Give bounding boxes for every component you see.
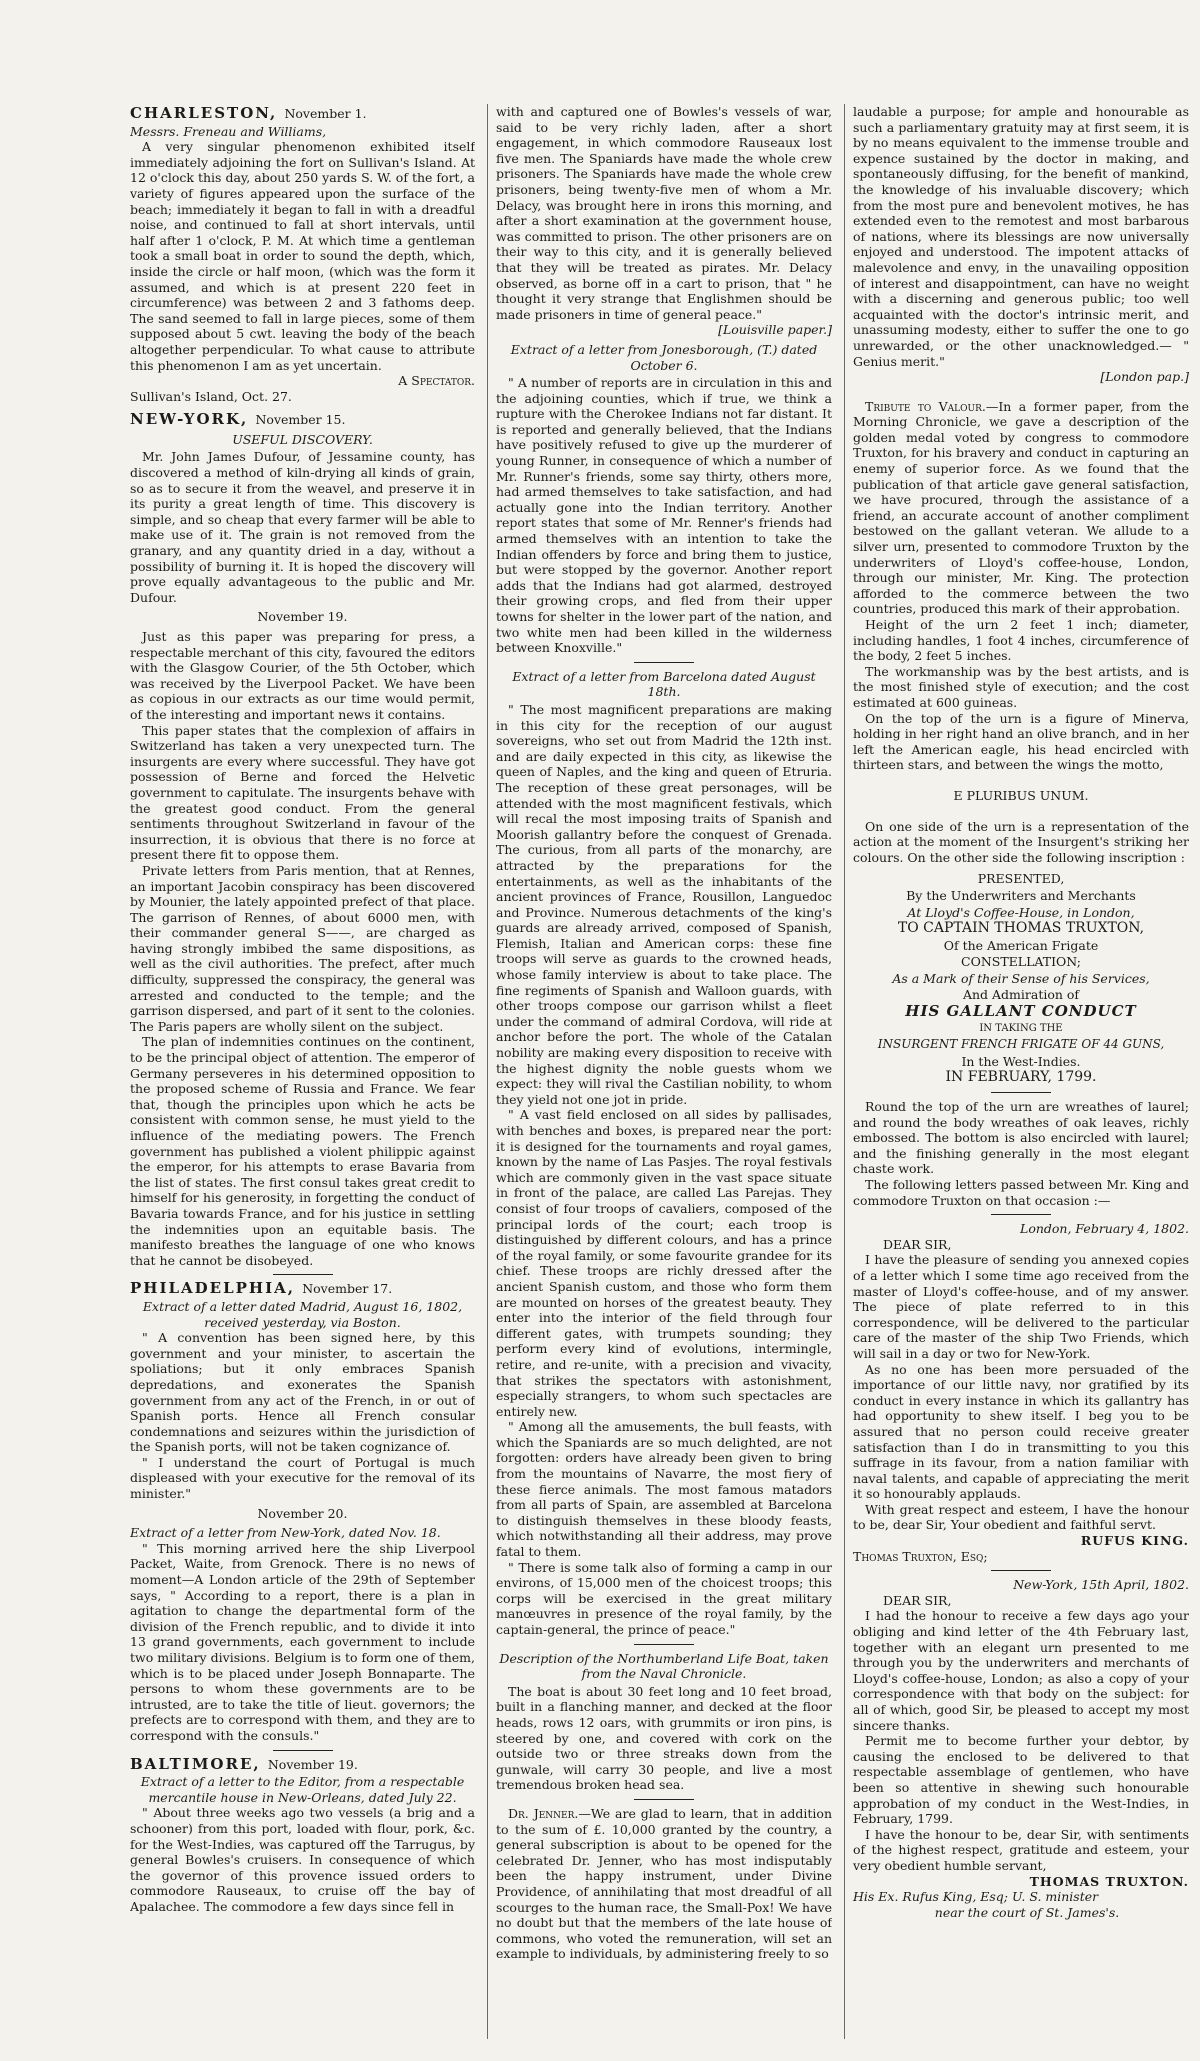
philadelphia-extract: Extract of a letter dated Madrid, August 16, 1802, received yesterday, via Boston. [142,1298,463,1330]
letter2-signature: THOMAS TRUXTON. [1029,1873,1189,1889]
philadelphia-p3: " This morning arrived here the ship Liverpool Packet, Waite, from Grenock. There is no news of moment—A London article of the 29th of September says, " According to a report, there is a plan in agitation to change the departmental form of the division of the French republic, and to divide it into 13 grand governments, each government to include two military divisions. Belgium is to form one of them, which is to be placed under Joseph Bonnaparte. The persons to whom these governments are to be intrusted, are to take the title of lieut. governors; the prefects are to correspond with them, and they are to correspond with the consuls." [130,1540,475,1743]
baltimore-extract: Extract of a letter to the Editor, from a respectable mercantile house in New-Orleans, dated July 22. [140,1774,465,1805]
newyork-p4: The plan of indemnities continues on the continent, to be the principal object of attention. The emperor of Germany perseveres in his determined opposition to the proposed scheme of Russia and France. We fear that, though the principles upon which he acts be consistent with common sense, he must yield to the influence of the mediating powers. The French government has published a violent philippic against the emperor, for his attempts to erase Bavaria from the list of states. The first consul takes great credit to himself for his generosity, in forgetting the conduct of Bavaria towards France, and for his justice in settling the indemnities upon an equitable basis. The manifesto breathes the language of one who knows that he cannot be disobeyed. [130,1034,475,1268]
inscription-line: At Lloyd's Coffee-House, in London, [907,904,1135,920]
barcelona-p3: " Among all the amusements, the bull feasts, with which the Spaniards are so much delighted, are not forgotten: orders have already been given to bring from the mountains of Navarre, the most fiery of these fierce animals. The most famous matadors from all parts of Spain, are assembled at Barcelona to distinguish themselves in these bloody feasts, which notwithstanding all their address, may prove fatal to them. [496,1419,832,1560]
inscription-line: By the Underwriters and Merchants [906,887,1136,903]
philadelphia-extract2: Extract of a letter from New-York, dated Nov. 18. [130,1525,441,1541]
section-rule [273,1274,333,1275]
section-rule [634,662,694,663]
london-source: [London pap.] [1100,369,1189,385]
letter1-p3: With great respect and esteem, I have the honour to be, dear Sir, Your obedient and faithful servt. [853,1501,1189,1533]
charleston-body: A very singular phenomenon exhibited itself immediately adjoining the fort on Sullivan's Island. At 12 o'clock this day, about 250 yards S. W. of the fort, a variety of figures appeared upon the surface of the beach; immediately it began to fall in with a dreadful noise, and continued to fall at short intervals, until half after 1 o'clock, P. M. At which time a gentleman took a small boat in order to sound the depth, which, inside the circle or half moon, (which was the form it assumed, and which is at present 220 feet in circumference) was between 2 and 3 fathoms deep. The sand seemed to fall in large pieces, some of them supposed about 5 cwt. leaving the body of the beach altogether perpendicular. To what cause to attribute this phenomenon I am as yet uncertain. [130,139,475,373]
inscription-line: IN FEBRUARY, 1799. [945,1069,1097,1086]
newyork-p2: This paper states that the complexion of affairs in Switzerland has taken a very unexpected turn. The insurgents are every where successful. They have got possession of Berne and forced the Helvetic government to capitulate. The insurgents behave with the greatest good conduct. From the general sentiments throughout Switzerland in favour of the insurrection, it is obvious that there is no force at present there fit to oppose them. [130,722,475,863]
inscription-line: IN TAKING THE [979,1022,1063,1034]
inscription-line: PRESENTED, [977,871,1065,887]
jenner-head: Dr. Jenner. [508,1805,579,1821]
inscription-line: HIS GALLANT CONDUCT [905,1002,1137,1021]
newyork-body: Mr. John James Dufour, of Jessamine county, has discovered a method of kiln-drying all kinds of grain, so as to secure it from the weavel, and preserve it in its purity a great length of time. This discovery is simple, and so cheap that every farmer will be able to make use of it. The grain is not removed from the granary, and any quantity dried in a day, without a possibility of burning it. It is hoped the discovery will prove equally advantageous to the public and Mr. Dufour. [130,449,475,605]
newyork-p1: Just as this paper was preparing for press, a respectable merchant of this city, favoured the editors with the Glasgow Courier, of the 5th October, which was received by the Liverpool Packet. We have been as copious in our extracts as our time would permit, of the interesting and important news it contains. [130,629,475,722]
newyork-dateline: NEW-YORK, November 15. [130,410,346,429]
baltimore-dateline: BALTIMORE, November 19. [130,1754,358,1773]
column-grid [130,104,1189,2039]
section-rule [991,1570,1051,1571]
letter2-p2: Permit me to become further your debtor, by causing the enclosed to be delivered to that respectable assemblage of gentlemen, who have been so attentive in shewing such honourable approbation of my conduct in the West-Indies, in February, 1799. [853,1733,1189,1827]
column-2 [487,104,832,2039]
letter1-signature: RUFUS KING. [1080,1533,1189,1549]
newyork-p3: Private letters from Paris mention, that at Rennes, an important Jacobin conspiracy has been discovered by Mounier, the lately appointed prefect of that place. The garrison of Rennes, of about 6000 men, with their commander general S——, are charged as having strongly imbibed the same dispositions, as well as the civil authorities. The prefect, after much difficulty, suppressed the conspiracy, the general was arrested and conducted to the temple; and the garrison dispersed, and part of it sent to the colonies. The Paris papers are wholly silent on the subject. [130,862,475,1034]
jenner-body: —We are glad to learn, that in addition to the sum of £. 10,000 granted by the country, a general subscription is about to be opened for the celebrated Dr. Jenner, who has most indisputably been the happy instrument, under Divine Providence, of annihilating that most dreadful of all scourges to the human race, the Small-Pox! We have no doubt but that the members of the late house of commons, who voted the remuneration, will set an example to individuals, by administering freely to so [496,1805,832,1962]
inscription-block [853,871,1189,1086]
lifeboat-body: The boat is about 30 feet long and 10 feet broad, built in a flanching manner, and decked at the floor heads, rows 12 oars, with grummits or iron pins, is steered by one, and covered with cork on the outside two or three streaks down from the gunwale, will carry 30 people, and live a most tremendous broken head sea. [496,1683,832,1793]
letter1-p2: As no one has been more persuaded of the importance of our little navy, nor gratified by its conduct in every instance in which its gallantry has had opportunity to shew itself. I beg you to be assured that no person could receive greater satisfaction than I do in transmitting to you this suffrage in its favour, from a nation familiar with naval talents, and capable of appreciating the merit it so honourably applauds. [853,1361,1189,1502]
inscription-line: And Admiration of [962,987,1080,1003]
inscription-line: Of the American Frigate [943,937,1099,953]
section-rule [991,1092,1051,1093]
inscription-line: TO CAPTAIN THOMAS TRUXTON, [897,920,1145,937]
charleston-signature: A Spectator. [398,373,475,389]
charleston-place: Sullivan's Island, Oct. 27. [130,388,292,404]
urn-motto: E PLURIBUS UNUM. [953,787,1089,803]
philadelphia-p2: " I understand the court of Portugal is much displeased with your executive for the removal of its minister." [130,1454,475,1502]
tribute-body: —In a former paper, from the Morning Chronicle, we gave a description of the golden medal voted by congress to commodore Truxton, for his bravery and conduct in capturing an enemy of superior force. As we found that the publication of that article gave general satisfaction, we have procured, through the assistance of a friend, an accurate account of another compliment bestowed on the gallant veteran. We allude to a silver urn, presented to commodore Truxton by the underwriters of Lloyd's coffee-house, London, through our minister, Mr. King. The protection afforded to the commerce between the two countries, produced this mark of their approbation. [853,398,1189,617]
urn-minerva: On the top of the urn is a figure of Minerva, holding in her right hand an olive branch, and in her left the American eagle, his head encircled with thirteen stars, and between the wings the motto, [853,710,1189,773]
tribute-head: Tribute to Valour. [865,398,986,414]
newyork-date2: November 19. [257,609,348,625]
section-rule [634,1799,694,1800]
letter2-date: New-York, 15th April, 1802. [1013,1577,1189,1593]
inscription-line: As a Mark of their Sense of his Services, [892,970,1150,986]
barcelona-extract: Extract of a letter from Barcelona dated August 18th. [512,668,816,700]
section-rule [634,1644,694,1645]
tribute-paragraph [853,399,1189,617]
letter1-p1: I have the pleasure of sending you annexed copies of a letter which I some time ago received from the master of Lloyd's coffee-house, and of my answer. The piece of plate referred to in this correspondence, will be delivered to the particular care of the master of the ship Two Friends, which will sail in a day or two for New-York. [853,1252,1189,1361]
barcelona-p1: " The most magnificent preparations are making in this city for the reception of our august sovereigns, who set out from Madrid the 12th inst. and are daily expected in this city, as likewise the queen of Naples, and the king and queen of Etruria. The reception of these great personages, will be attended with the most magnificent festivals, which will recal the most imposing traits of Spanish and Moorish gallantry before the conquest of Grenada. The curious, from all parts of the monarchy, are attracted by the preparations for the entertainments, as well as the inhabitants of the ancient provinces of France, Rousillon, Languedoc and Province. Numerous detachments of the king's guards are already arrived, composed of Spanish, Flemish, Italian and American corps: these fine troops will serve as guards to the crowned heads, whose family interview is about to take place. The fine regiments of Spanish and Walloon guards, with other troops compose our garrison whilst a fleet under the command of admiral Cordova, will ride at anchor before the port. The whole of the Catalan nobility are making every disposition to receive with the highest dignity the noble guests whom we expect: they will rival the Castilian nobility, to whom they yield not one jot in pride. [496,701,832,1107]
lifeboat-title: Description of the Northumberland Life Boat, taken from the Naval Chronicle. [499,1650,829,1682]
urn-workmanship: The workmanship was by the best artists, and is the most finished style of execution; and the cost estimated at 600 guineas. [853,663,1189,710]
jenner-paragraph [496,1806,832,1962]
louisville-source: [Louisville paper.] [718,322,832,338]
letter1-date: London, February 4, 1802. [1020,1221,1189,1237]
inscription-line: In the West-Indies. [961,1053,1081,1069]
urn-round: Round the top of the urn are wreathes of laurel; and round the body wreathes of oak leaves, richly embossed. The bottom is also encircled with laurel; and the finishing generally in the most elegant chaste work. [853,1099,1189,1177]
letter2-p3: I have the honour to be, dear Sir, with sentiments of the highest respect, gratitude and esteem, your very obedient humble servant, [853,1826,1189,1873]
inscription-line: CONSTELLATION; [961,954,1081,970]
letter1-salutation: DEAR SIR, [883,1236,952,1252]
newyork-subhead: USEFUL DISCOVERY. [232,431,373,447]
philadelphia-date2: November 20. [257,1505,348,1521]
charleston-salutation: Messrs. Freneau and Williams, [130,123,327,139]
urn-representation: On one side of the urn is a representation of the action at the moment of the Insurgent's striking her colours. On the other side the following inscription : [853,818,1189,865]
baltimore-p1: " About three weeks ago two vessels (a brig and a schooner) from this port, loaded with flour, pork, &c. for the West-Indies, was captured off the Tarrugus, by general Bowles's cruisers. In consequence of which the governor of this provence issued orders to commodore Rauseaux, to cruise off the bay of Apalachee. The commodore a few days since fell in [130,1805,475,1914]
jonesborough-extract: Extract of a letter from Jonesborough, (T.) dated October 6. [510,341,818,373]
letter2-recipient-2: near the court of St. James's. [934,1904,1120,1920]
philadelphia-dateline: PHILADELPHIA, November 17. [130,1279,393,1298]
urn-height: Height of the urn 2 feet 1 inch; diameter, including handles, 1 foot 4 inches, circumference of the body, 2 feet 5 inches. [853,617,1189,664]
inscription-line: INSURGENT FRENCH FRIGATE OF 44 GUNS, [877,1037,1165,1052]
letter1-recipient: Thomas Truxton, Esq; [853,1548,988,1564]
charleston-dateline: CHARLESTON, November 1. [130,104,367,122]
jenner-continued: laudable a purpose; for ample and honourable as such a parliamentary gratuity may at first seem, it is by no means equivalent to the immense trouble and expence sustained by the doctor in making, and spontaneously diffusing, for the benefit of mankind, the knowledge of his invaluable discovery; which from the most pure and benevolent motives, he has extended even to the remotest and most barbarous of nations, where its blessings are now universally enjoyed and understood. The impotent attacks of malevolence and envy, in the unavailing opposition of interest and disappointment, can have no weight with a discerning and generous public; too well acquainted with the doctor's intrinsic merit, and unassuming modesty, either to suffer the one to go unrewarded, or the other unacknowledged.— " Genius merit." [853,104,1189,369]
letter2-recipient-1: His Ex. Rufus King, Esq; U. S. minister [853,1889,1099,1905]
section-rule [273,1750,333,1751]
column-1 [130,104,475,2039]
jonesborough-body: " A number of reports are in circulation in this and the adjoining counties, which if true, we think a rupture with the Cherokee Indians not far distant. It is reported and generally believed, that the Indians have positively refused to give up the murderer of young Runner, in consequence of which a number of Mr. Runner's friends, some say thirty, others more, had armed themselves to take satisfaction, and had actually gone into the Indian territory. Another report states that some of Mr. Renner's friends had armed themselves with an intention to take the Indian offenders by force and bring them to justice, but were stopped by the governor. Another report adds that the Indians had got alarmed, destroyed their growing crops, and fled from their upper towns for shelter in the lower part of the nation, and two white men had been killed in the wilderness between Knoxville." [496,375,832,656]
section-rule [991,1214,1051,1215]
letter2-salutation: DEAR SIR, [883,1592,952,1608]
baltimore-continued: with and captured one of Bowles's vessels of war, said to be very richly laden, after a short engagement, in which commodore Rauseaux lost five men. The Spaniards have made the whole crew prisoners. The Spaniards have made the whole crew prisoners, being twenty-five men of whom a Mr. Delacy, was brought here in irons this morning, and after a short examination at the government house, was committed to prison. The other prisoners are on their way to this city, and it is generally believed that they will be treated as pirates. Mr. Delacy observed, as borne off in a cart to prison, that " he thought it very strange that Englishmen should be made prisoners in time of general peace." [496,104,832,322]
column-3 [844,104,1189,2039]
urn-following: The following letters passed between Mr. King and commodore Truxton on that occasion :— [853,1177,1189,1208]
philadelphia-p1: " A convention has been signed here, by this government and your minister, to ascertain the spoliations; but it only embraces Spanish depredations, and exonerates the Spanish government from any act of the French, in or out of Spanish ports. Hence all French consular condemnations and seizures within the jurisdiction of the Spanish ports, will not be taken cognizance of. [130,1330,475,1455]
letter2-p1: I had the honour to receive a few days ago your obliging and kind letter of the 4th February last, together with an elegant urn presented to me through you by the underwriters and merchants of Lloyd's coffee-house, London; as also a copy of your correspondence with that body on the subject: for all of which, good Sir, be pleased to accept my most sincere thanks. [853,1608,1189,1733]
barcelona-p4: " There is some talk also of forming a camp in our environs, of 15,000 men of the choicest troops; this corps will be exercised in the great military manœuvres in presence of the royal family, by the captain-general, the prince of peace." [496,1559,832,1637]
barcelona-p2: " A vast field enclosed on all sides by pallisades, with benches and boxes, is prepared near the port: it is designed for the tournaments and royal games, known by the name of Las Pasjes. The royal festivals which are commonly given in the vast space situate in front of the palace, are called Las Parejas. They consist of four troops of cavaliers, composed of the principal lords of the court; each troop is distinguished by different colours, and has a prince of the royal family, or some favourite grandee for its chief. These troops are richly dressed after the ancient Spanish custom, and those who form them are mounted on horses of the greatest beauty. They enter into the interior of the field through four different gates, with trumpets sounding; they perform every kind of evolutions, intermingle, retire, and re-unite, with a precision and vivacity, that strikes the spectators with astonishment, especially strangers, to whom such spectacles are entirely new. [496,1107,832,1419]
